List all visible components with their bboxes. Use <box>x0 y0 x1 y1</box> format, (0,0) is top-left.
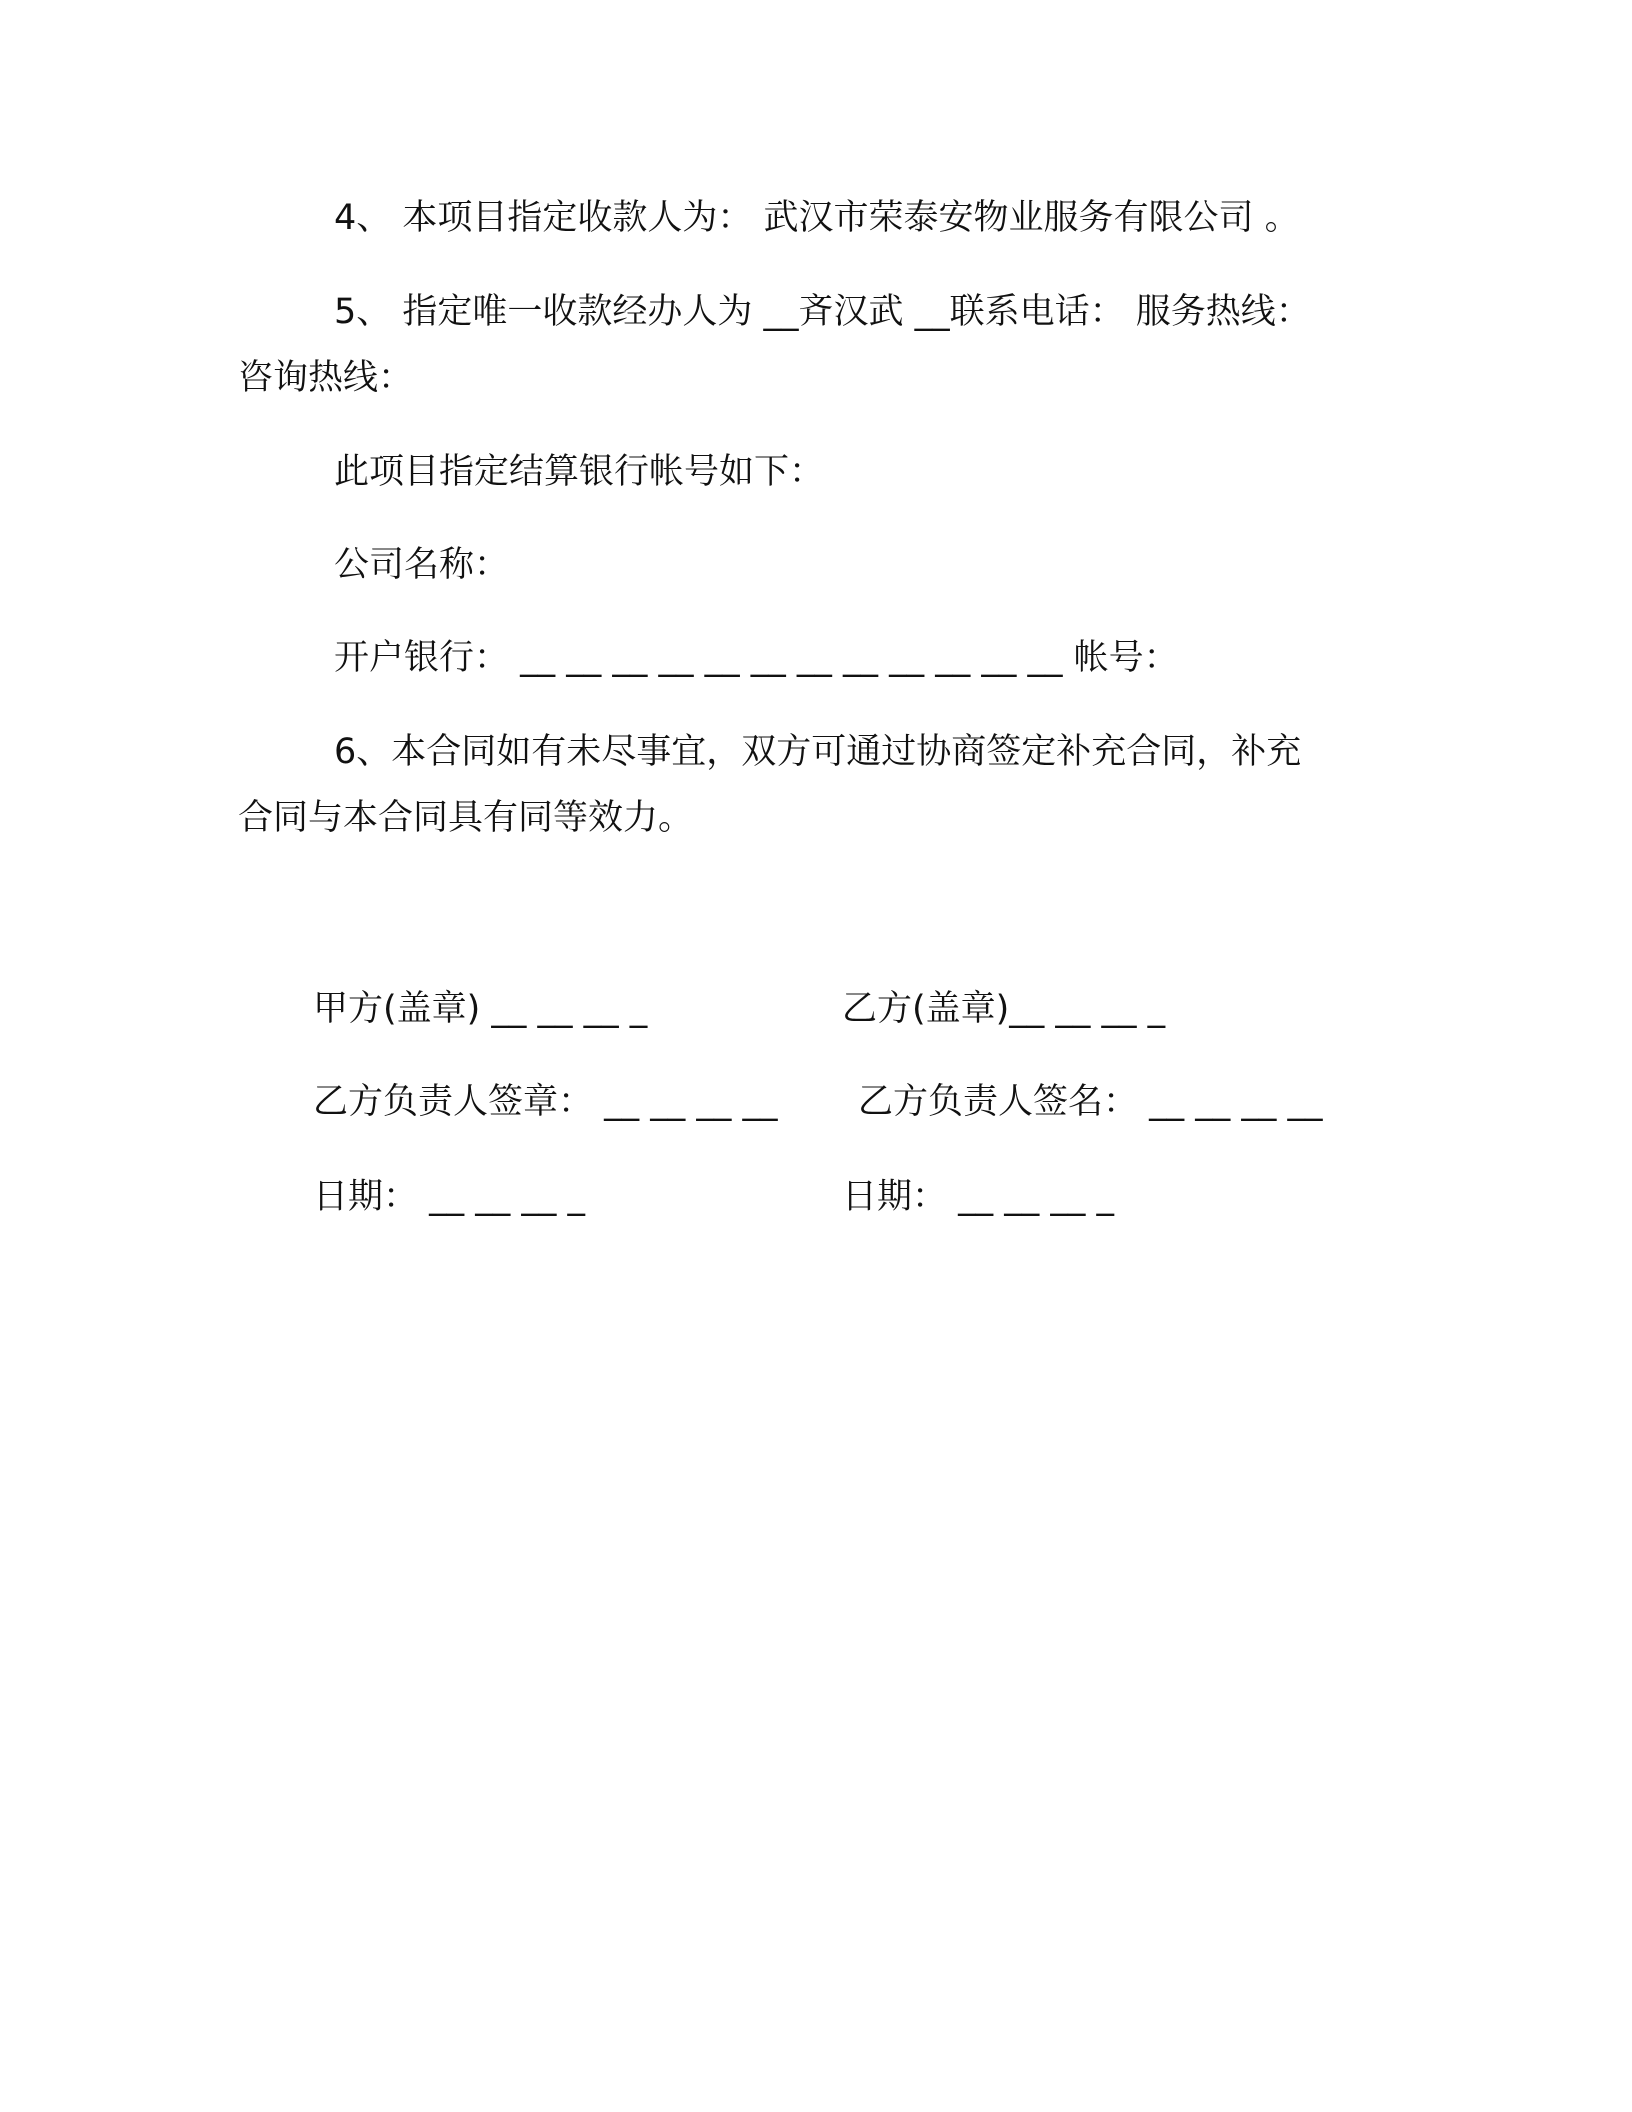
clause-6-line2: 合同与本合同具有同等效力。 <box>238 798 694 838</box>
party-b-representative-stamp: 乙方负责人签章： __ __ __ __ <box>313 1082 778 1122</box>
party-b-seal: 乙方(盖章)__ __ __ _ <box>842 989 1166 1029</box>
date-right: 日期： __ __ __ _ <box>842 1177 1115 1217</box>
clause-5-agent-line2: 咨询热线： <box>238 358 414 398</box>
clause-4-payee: 4、 本项目指定收款人为： 武汉市荣泰安物业服务有限公司 。 <box>334 198 1300 238</box>
bank-account-intro: 此项目指定结算银行帐号如下： <box>334 452 825 492</box>
clause-5-agent-line1: 5、 指定唯一收款经办人为 __斉汉武 __联系电话： 服务热线： <box>334 292 1311 332</box>
date-left: 日期： __ __ __ _ <box>313 1177 586 1217</box>
party-b-representative-signature: 乙方负责人签名： __ __ __ __ <box>858 1082 1323 1122</box>
bank-and-account-field: 开户银行： __ __ __ __ __ __ __ __ __ __ __ __ 帐号： <box>334 638 1179 678</box>
party-a-seal: 甲方(盖章) __ __ __ _ <box>313 989 648 1029</box>
company-name-field: 公司名称： <box>334 545 510 585</box>
clause-6-line1: 6、本合同如有未尽事宜，双方可通过协商签定补充合同，补充 <box>334 732 1302 772</box>
